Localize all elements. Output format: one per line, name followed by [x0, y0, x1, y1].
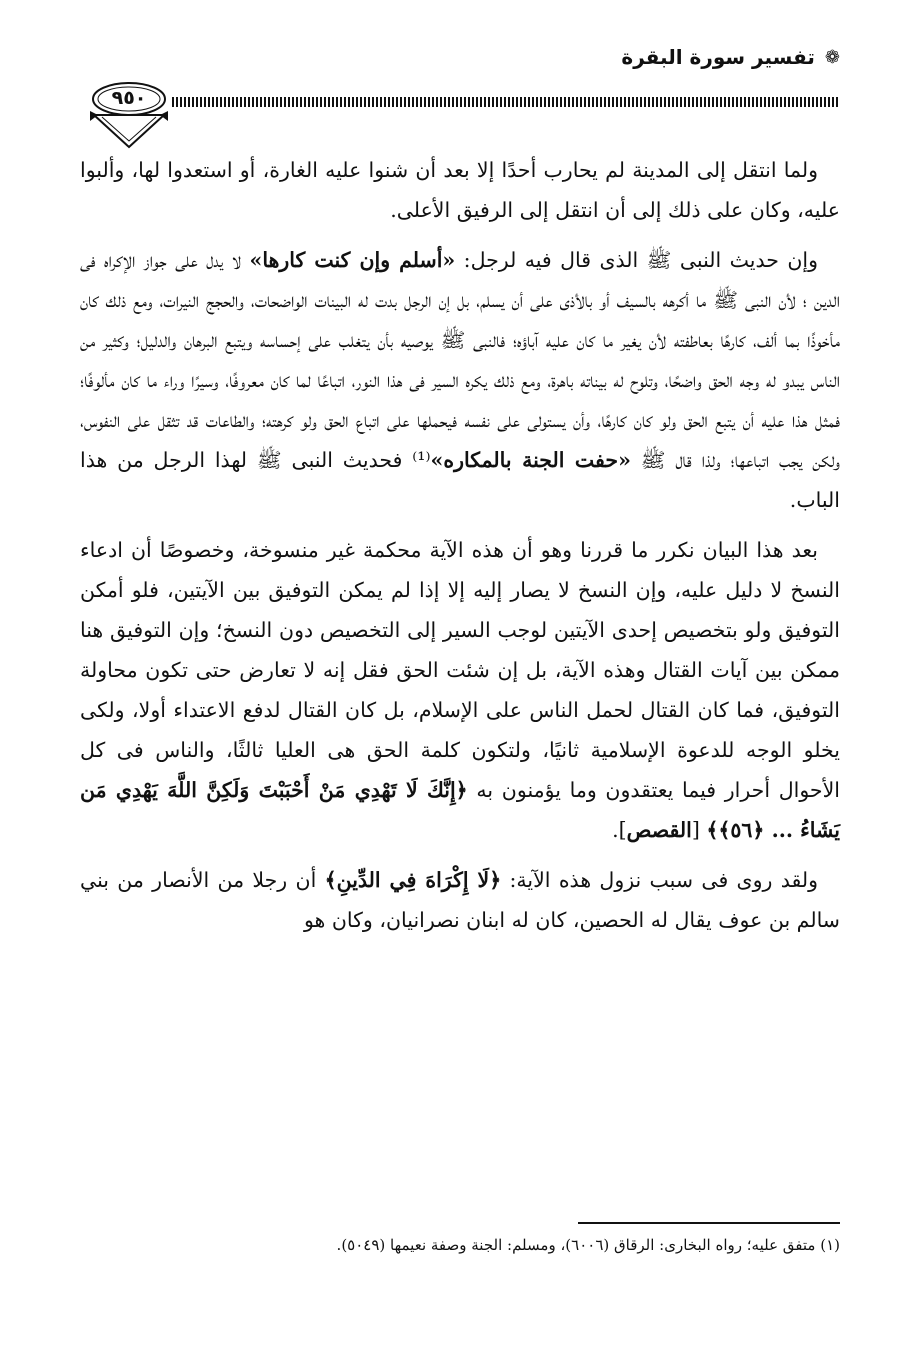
hadith-quote: «أسلم وإن كنت كارها» [249, 248, 456, 272]
header-rule [172, 97, 840, 107]
page-number-badge [88, 75, 170, 157]
page-header [80, 45, 840, 145]
text-segment: وإن حديث النبى ﷺ الذى قال فيه لرجل: [455, 248, 818, 272]
footnote: (١) متفق عليه؛ رواه البخارى: الرقاق (٦٠٠٦)، ومسلم: الجنة وصفة نعيمها (٥٠٤٩). [336, 1236, 840, 1254]
paragraph [80, 150, 840, 230]
surah-name: القصص [626, 818, 692, 842]
text-segment: بعد هذا البيان نكرر ما قررنا وهو أن هذه الآية محكمة غير منسوخة، وخصوصًا أن ادعاء النسخ لا دليل عليه، وإن النسخ لا يصار إليه إلا إذا لم يمكن التوفيق بين الآيتين، فلو أمكن التوفيق ولو بتخصيص إحدى الآيتين لوجب السير إلى التخصيص دون النسخ؛ وإن التوفيق هنا ممكن بين آيات القتال وهذه الآية، بل إن شئت الحق فقل إنه لا تعارض حتى تكون محاولة التوفيق، فما كان القتال لحمل الناس على الإسلام، بل كان القتال لدفع الاعتداء أولا، ولكى يخلو الوجه للدعوة الإسلامية ثانيًا، ولتكون كلمة الحق هى العليا ثالثًا، والناس فى كل الأحوال أحرار فيما يعتقدون وما يؤمنون به [80, 538, 840, 802]
text-segment: ولقد روى فى سبب نزول هذه الآية: [501, 868, 818, 892]
footnotes [80, 1232, 840, 1258]
running-title [621, 45, 840, 69]
footnote-rule [578, 1222, 840, 1224]
text-segment: ⁽¹⁾ فحديث النبى ﷺ لهذا الرجل من هذا الباب. [80, 448, 840, 512]
running-title-text: تفسير سورة البقرة [621, 45, 815, 69]
text-segment: ولما انتقل إلى المدينة لم يحارب أحدًا إلا بعد أن شنوا عليه الغارة، أو استعدوا لها، وألبوا عليه، وكان على ذلك إلى أن انتقل إلى الرفيق الأعلى. [80, 158, 840, 222]
page-number: ٩٥٠ [111, 87, 147, 109]
ornament-icon: ❁ [824, 46, 840, 68]
text-segment: ]. [612, 818, 627, 842]
paragraph [80, 530, 840, 850]
paragraph [80, 860, 840, 940]
text-segment: [ [691, 818, 707, 842]
hadith-quote: «حفت الجنة بالمكاره» [430, 448, 631, 472]
text-segment: لا يدل على جواز الإكراه فى الدين ؛ لأن النبى ﷺ ما أكرهه بالسيف أو بالأذى على أن يسلم، بل إن الرجل بدت له البينات الواضحات، والحجج النيرات، ومع ذلك كان مأخوذًا بما ألف، كارهًا بعاطفته لأن يغير ما كان عليه آباؤه؛ فالنبى ﷺ يوصيه بأن يتغلب على إحساسه ويتبع البرهان والدليل؛ وكثير من الناس يبدو له وجه الحق واضحًا، وتلوح له بيناته باهرة، ومع ذلك يكره السير فى هذا النور، اتباعًا لما كان معروفًا، وسيرًا وراء ما كان مألوفًا؛ فمثل هذا عليه أن يتبع الحق ولو كان كارهًا، وأن يستولى على نفسه فيحملها على اتباع الحق ولو كرهته؛ والطاعات قد تثقل على النفوس، ولكن يجب اتباعها؛ ولذا قال ﷺ [80, 248, 840, 472]
text-segment: أن رجلا من الأنصار من بني سالم بن عوف يقال له الحصين، كان له ابنان نصرانيان، وكان هو [80, 868, 840, 932]
quran-verse: ﴿لَا إِكْرَاهَ فِي الدِّينِ﴾ [324, 868, 502, 892]
quran-verse: ﴿إِنَّكَ لَا تَهْدِي مَنْ أَحْبَبْتَ وَلَكِنَّ اللَّهَ يَهْدِي مَن يَشَاءُ ... ﴿٥٦﴾﴾ [80, 778, 840, 842]
paragraph [80, 240, 840, 520]
page-body [80, 150, 840, 950]
